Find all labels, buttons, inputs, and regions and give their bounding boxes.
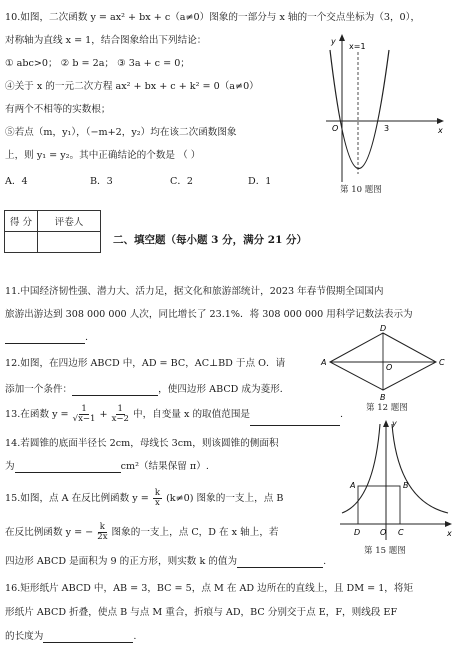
q10-option-c: C．2 (170, 176, 194, 187)
grader-cell[interactable] (38, 232, 101, 253)
y-axis-arrow (339, 34, 345, 41)
point-a: A (350, 481, 356, 490)
q16-line3: 的长度为 . (5, 631, 137, 642)
q10-line3: ① abc>0； ② b = 2a； ③ 3a + c = 0； (5, 58, 190, 69)
figure-15-caption: 第 15 题图 (364, 546, 406, 556)
point-c: C (439, 358, 445, 367)
point-b: B (403, 481, 409, 490)
x-label: x (447, 529, 452, 538)
point-b: B (380, 393, 386, 402)
q11-line1: 11.中国经济韧性强、潜力大、活力足，据文化和旅游部统计，2023 年春节假期全国国内 (5, 286, 384, 297)
y-axis-arrow (383, 420, 389, 427)
q10-option-a: A．4 (5, 176, 28, 187)
point-o: O (386, 363, 393, 372)
x-label: x (438, 126, 443, 135)
hyperbola-left-branch (342, 424, 380, 513)
score-cell[interactable] (5, 232, 38, 253)
q12-line1: 12.如图，在四边形 ABCD 中，AD = BC，AC⊥BD 于点 O．请 (5, 358, 286, 369)
q14-answer-blank[interactable] (15, 462, 121, 473)
q15-line3: 四边形 ABCD 是面积为 9 的正方形，则实数 k 的值为 . (5, 556, 327, 567)
x-axis-arrow (445, 521, 452, 527)
figure-10-graph (322, 32, 450, 200)
q10-line6: ⑤若点（m，y₁），（−m+2，y₂）均在该二次函数图象 (5, 127, 237, 138)
origin-label: O (380, 528, 387, 537)
point-a: A (321, 358, 327, 367)
x-axis-arrow (437, 118, 444, 124)
q11-line3: . (5, 332, 88, 344)
q16-answer-blank[interactable] (43, 632, 133, 643)
q16-line1: 16.矩形纸片 ABCD 中，AB = 3，BC = 5，点 M 在 AD 边所在的直线上，且 DM = 1，将矩 (5, 583, 414, 594)
point-c: C (398, 528, 404, 537)
q15-line2: 在反比例函数 y = − $\frac{k}{2x}$ 图象的一支上，点 C，D 在 x 轴上，若 (5, 522, 279, 542)
section-title: 二、填空题（每小题 3 分，满分 21 分） (113, 234, 308, 246)
point-d: D (354, 528, 361, 537)
q13-answer-blank[interactable] (250, 415, 340, 426)
root-label: 3 (384, 124, 390, 133)
q10-line4: ④关于 x 的一元二次方程 ax² + bx + c + k² = 0（a≠0） (5, 81, 259, 92)
q10-line7: 上，则 y₁ = y₂。其中正确结论的个数是 （ ） (5, 150, 201, 161)
figure-10-caption: 第 10 题图 (340, 185, 382, 195)
q12-line2: 添加一个条件： ，使四边形 ABCD 成为菱形． (5, 384, 290, 395)
figure-15-graph (336, 416, 456, 544)
score-table (4, 210, 101, 253)
y-label: y (331, 37, 336, 46)
q11-line2: 旅游出游达到 308 000 000 人次，同比增长了 23.1%．将 308 000 000 用科学记数法表示为 (5, 309, 413, 320)
q10-line1: 10.如图，二次函数 y = ax² + bx + c（a≠0）图象的一部分与 x 轴的一个交点坐标为（3，0）， (5, 12, 421, 23)
q15-answer-blank[interactable] (237, 557, 323, 568)
q14-line1: 14.若圆锥的底面半径长 2cm，母线长 3cm，则该圆锥的侧面积 (5, 438, 279, 449)
q16-line2: 形纸片 ABCD 折叠，使点 B 与点 M 重合，折痕与 AD，BC 分别交于点 E，F，则线段 EF (5, 607, 398, 618)
q12-answer-blank[interactable] (72, 385, 158, 396)
q14-line2: 为 cm²（结果保留 π）. (5, 461, 209, 472)
q10-line5: 有两个不相等的实数根； (5, 104, 111, 115)
grader-header: 评卷人 (38, 211, 101, 232)
q10-option-b: B．3 (90, 176, 113, 187)
q15-line1: 15.如图，点 A 在反比例函数 y = $\frac{k}{x}$ (k≠0) 图象的一支上，点 B (5, 488, 284, 508)
symmetry-label: x=1 (349, 42, 366, 51)
q10-option-d: D．1 (248, 176, 272, 187)
score-header: 得 分 (5, 211, 38, 232)
q10-line2: 对称轴为直线 x = 1，结合图象给出下列结论： (5, 35, 207, 46)
figure-12-diagram (318, 324, 458, 402)
origin-label: O (332, 124, 339, 133)
figure-12-caption: 第 12 题图 (366, 403, 408, 413)
q11-answer-blank[interactable] (5, 333, 85, 344)
y-label: y (392, 419, 397, 428)
point-d: D (380, 324, 387, 333)
q13-line: 13.在函数 y = $\frac{1}{√x-1}$ + $\frac{1}{x-2}$ 中，自变量 x 的取值范围是 . (5, 404, 344, 424)
parabola-curve (330, 50, 389, 169)
